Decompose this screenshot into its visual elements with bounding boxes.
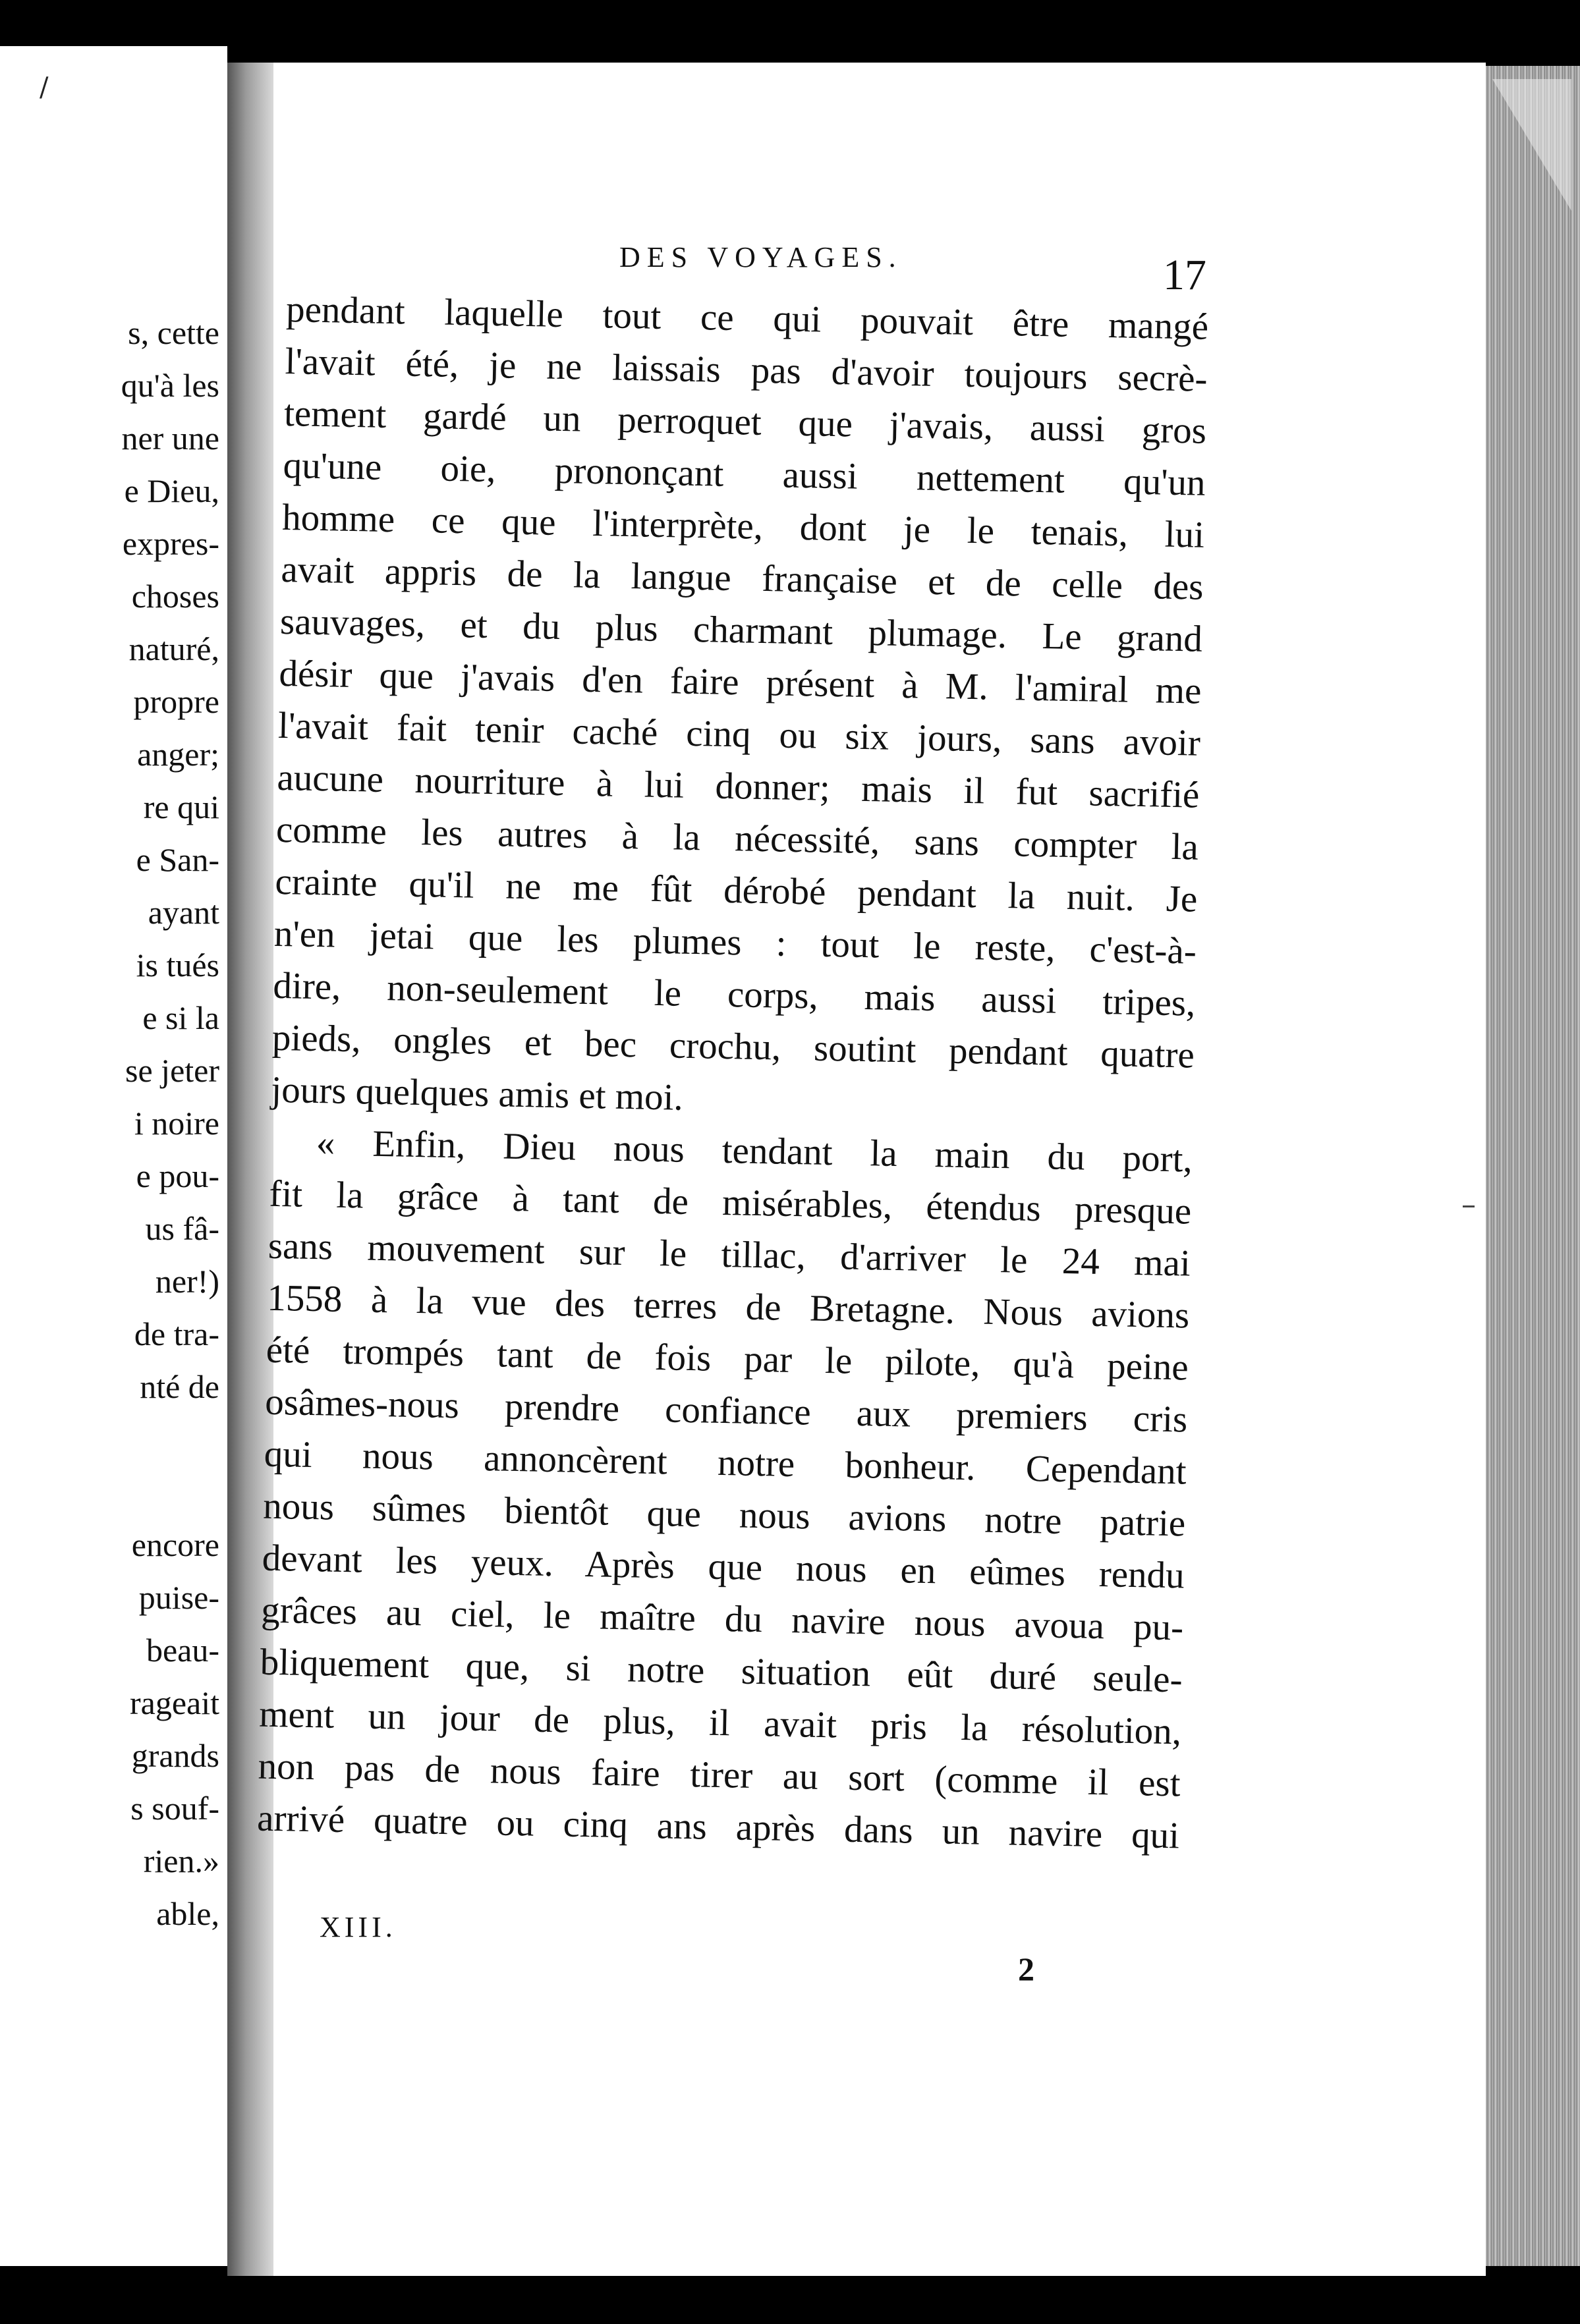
running-head: DES VOYAGES.	[619, 241, 903, 273]
text-line: osâmes-nous prendre confiance aux premiers cris	[264, 1381, 1188, 1441]
book-gutter	[227, 63, 273, 2276]
text-line: grâces au ciel, le maître du navire nous avoua pu-	[260, 1589, 1184, 1649]
text-line: ner!)	[155, 1263, 219, 1300]
text-line: crainte qu'il ne me fût dérobé pendant la nuit. Je	[274, 860, 1198, 920]
text-line: ayant	[148, 894, 219, 931]
text-line: naturé,	[128, 630, 219, 667]
text-line: grands	[131, 1737, 219, 1774]
text-line: rien.»	[143, 1842, 219, 1879]
text-line: s souf-	[130, 1790, 219, 1827]
text-line: 1558 à la vue des terres de Bretagne. Nous avions	[266, 1277, 1190, 1337]
text-line: désir que j'avais d'en faire présent à M. l'amiral me	[279, 652, 1202, 712]
text-line: devant les yeux. Après que nous en eûmes rendu	[262, 1537, 1185, 1597]
text-line: expres-	[122, 525, 219, 562]
sheet-number: 2	[1018, 1950, 1034, 1987]
text-line: beau-	[146, 1632, 219, 1669]
text-line: anger;	[137, 736, 219, 773]
text-line: re qui	[143, 788, 219, 825]
text-line: l'avait été, je ne laissais pas d'avoir toujours secrè-	[285, 340, 1208, 400]
text-line: tement gardé un perroquet que j'avais, aussi gros	[283, 392, 1207, 452]
text-line: propre	[133, 683, 219, 720]
text-line: us fâ-	[145, 1210, 219, 1247]
text-line: n'en jetai que les plumes : tout le reste, c'est-à-	[273, 912, 1197, 972]
text-line: sans mouvement sur le tillac, d'arriver le 24 mai	[268, 1225, 1191, 1285]
page-number: 17	[1163, 251, 1206, 299]
text-line: ner une	[121, 420, 219, 456]
text-line: qui nous annoncèrent notre bonheur. Cependant	[264, 1433, 1187, 1493]
text-line: été trompés tant de fois par le pilote, qu'à peine	[266, 1329, 1189, 1389]
text-line: arrivé quatre ou cinq ans après dans un navire qui	[256, 1797, 1180, 1857]
text-line: l'avait fait tenir caché cinq ou six jours, sans avoir	[277, 704, 1201, 764]
text-line: s, cette	[128, 314, 219, 351]
page-corner	[1492, 79, 1571, 211]
text-line: puise-	[138, 1579, 219, 1616]
text-line: e pou-	[136, 1157, 219, 1194]
text-line: avait appris de la langue française et de celle des	[281, 548, 1204, 608]
text-line: sauvages, et du plus charmant plumage. Le grand	[279, 600, 1203, 660]
text-line: qu'une oie, prononçant aussi nettement qu'un	[283, 444, 1206, 504]
margin-mark	[1463, 1205, 1475, 1207]
margin-mark: /	[40, 72, 49, 103]
text-line: se jeter	[125, 1052, 219, 1089]
body-text	[257, 283, 1209, 1862]
text-line: pendant laquelle tout ce qui pouvait être mangé	[285, 288, 1209, 348]
text-line: i noire	[134, 1105, 219, 1142]
text-line: nté de	[140, 1368, 219, 1405]
text-line: de tra-	[134, 1315, 219, 1352]
text-line: jours quelques amis et moi.	[270, 1068, 684, 1119]
text-line: choses	[131, 578, 219, 615]
text-line: fit la grâce à tant de misérables, étendus presque	[268, 1173, 1192, 1232]
text-line: homme ce que l'interprète, dont je le tenais, lui	[281, 496, 1205, 556]
text-line: non pas de nous faire tirer au sort (comme il est	[258, 1745, 1181, 1805]
text-line: « Enfin, Dieu nous tendant la main du port,	[316, 1122, 1193, 1180]
text-line: e Dieu,	[124, 472, 219, 509]
text-line: qu'à les	[121, 367, 219, 404]
text-line: e San-	[136, 841, 219, 878]
text-line: nous sûmes bientôt que nous avions notre patrie	[262, 1485, 1186, 1545]
previous-page-fragment	[0, 46, 227, 2266]
text-line: aucune nourriture à lui donner; mais il fut sacrifié	[276, 756, 1200, 816]
text-line: is tués	[136, 947, 219, 983]
text-line: encore	[131, 1526, 219, 1563]
text-line: able,	[156, 1895, 219, 1932]
previous-page-text	[0, 306, 219, 1940]
page-edges	[1486, 66, 1580, 2266]
text-line: rageait	[129, 1684, 219, 1721]
text-line: ment un jour de plus, il avait pris la résolution,	[258, 1693, 1182, 1753]
text-line: dire, non-seulement le corps, mais aussi tripes,	[272, 964, 1196, 1024]
text-line: e si la	[142, 999, 219, 1036]
text-line: pieds, ongles et bec crochu, soutint pendant quatre	[271, 1016, 1195, 1076]
signature-mark: XIII.	[320, 1911, 397, 1943]
text-line: bliquement que, si notre situation eût duré seule-	[260, 1641, 1183, 1701]
text-line: comme les autres à la nécessité, sans compter la	[275, 808, 1199, 868]
paragraph-gap	[0, 1413, 219, 1518]
